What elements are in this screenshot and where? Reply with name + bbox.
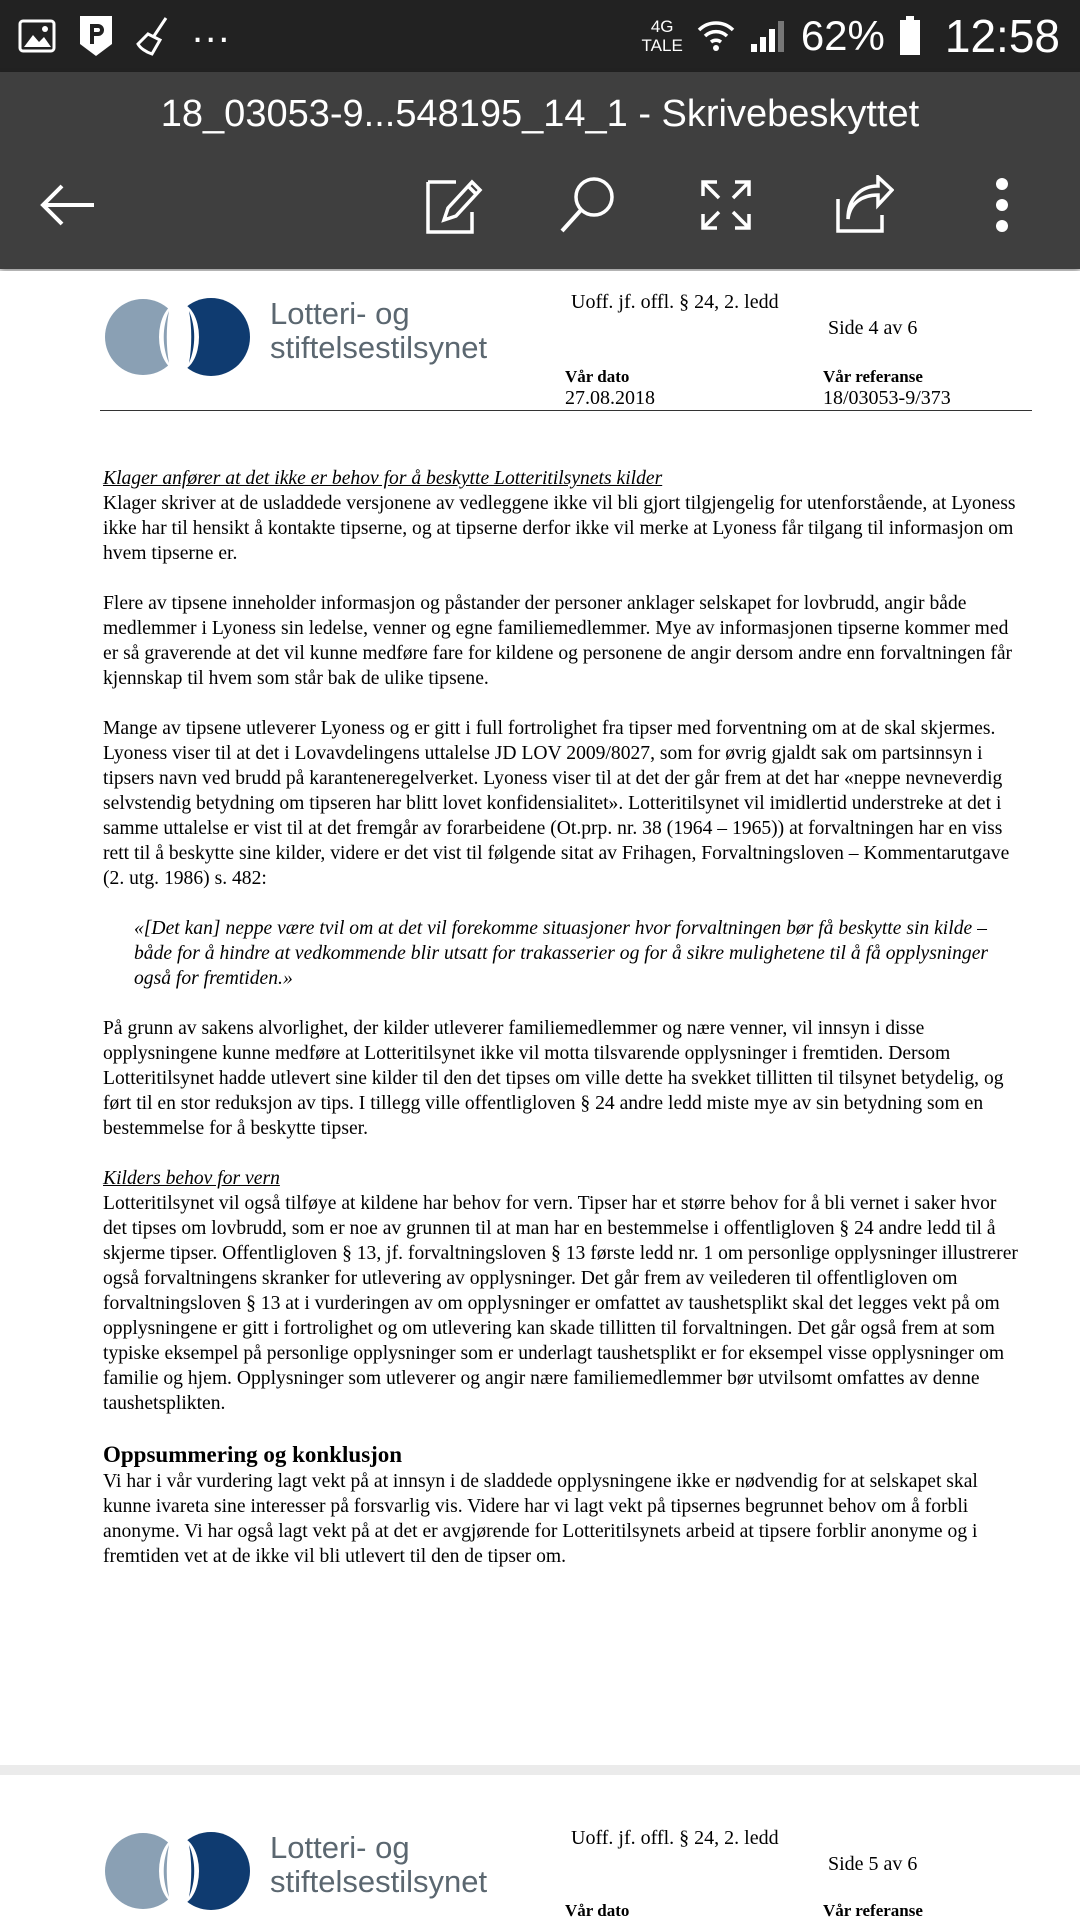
back-button[interactable]: [28, 165, 108, 245]
document-body: [103, 466, 1023, 1594]
logo-text: [270, 1831, 487, 1899]
reference-label: Vår referanse: [823, 1901, 923, 1920]
date-label: Vår dato: [565, 1901, 630, 1920]
logo-line-1: Lotteri- og: [270, 296, 410, 331]
fullscreen-icon: [699, 178, 753, 232]
lotteritilsynet-logo: [104, 1827, 544, 1913]
clock: 12:58: [944, 10, 1060, 62]
paragraph: Flere av tipsene inneholder informasjon og påstander der personer anklager selskapet for lovbrudd, angir både medlemmer i Lyoness sin ledelse, venner og egne familiemedlemmer. Mye av informasjonen tipserne kommer med er så graverende at det vil kunne medføre fare for kildene og personene de angir dersom andre enn forvaltningen får kjennskap til hvem som står bak de ulike tipsene.: [103, 593, 1013, 689]
page-number: Side 5 av 6: [828, 1853, 918, 1875]
parking-app-icon: [76, 14, 116, 58]
logo-mark: [104, 1831, 254, 1911]
share-button[interactable]: [824, 165, 904, 245]
more-options-button[interactable]: [962, 165, 1042, 245]
conclusion-heading: Oppsummering og konklusjon: [103, 1442, 403, 1467]
system-indicators: [642, 10, 1060, 62]
reference-label: Vår referanse: [823, 367, 923, 386]
paragraph: Lotteritilsynet vil også tilføye at kildene har behov for vern. Tipser har et større behov for å bli vernet i saker hvor det tipses om lovbrudd, som er noe av grunnen til at man har en bestemmelse i offentligloven § 24 andre ledd til å skjerme tipser. Offentligloven § 13, jf. forvaltningsloven § 13 første ledd nr. 1 om personlige opplysninger illustrerer også forvaltningens skranker for utlevering av opplysninger. Det går frem av veilederen til offentligloven om forvaltningsloven § 13 at i vurderingen av om opplysninger er omfattet av taushetsplikt skal det legges vekt på om opplysningene er gitt i fortrolighet og om utlevering kan skade tillitten til forvaltningen. Det går også frem at som typiske eksempel på personlige opplysninger som er underlagt taushetsplikt er for eksempel visse opplysninger om familie og hjem. Opplysninger som utleverer og angir nære familiemedlemmer bør utvilsomt omfattes av denne taushetsplikten.: [103, 1193, 1018, 1414]
document-title: 18_03053-9...548195_14_1 - Skrivebeskyttet: [160, 93, 920, 135]
classification-note: Uoff. jf. offl. § 24, 2. ledd: [571, 1827, 779, 1849]
logo-line-2: stiftelsestilsynet: [270, 330, 488, 365]
fullscreen-button[interactable]: [686, 165, 766, 245]
date-value: 27.08.2018: [565, 387, 655, 409]
app-bar: [0, 72, 1080, 269]
paragraph: Vi har i vår vurdering lagt vekt på at innsyn i de sladdede opplysningene ikke er nødvendig for at selskapet skal kunne ivareta sine interesser på forsvarlig vis. Videre har vi lagt vekt på tipsernes begrunnet behov om å forbli anonyme. Vi har også lagt vekt på at det er avgjørende for Lotteritilsynets arbeid at tipsere forblir anonyme og i fremtiden vet at de ikke vil bli utlevert til den de tipser om.: [103, 1471, 978, 1567]
search-button[interactable]: [548, 165, 628, 245]
battery-percent: 62%: [800, 12, 885, 59]
section-heading: Klager anfører at det ikke er behov for å beskytte Lotteritilsynets kilder: [103, 468, 663, 489]
edit-icon: [424, 174, 484, 236]
page-number: Side 4 av 6: [828, 317, 918, 339]
network-indicator: [642, 17, 683, 55]
reference-value: 18/03053-9/373: [823, 387, 951, 409]
edit-button[interactable]: [414, 165, 494, 245]
block-quote: «[Det kan] neppe være tvil om at det vil forekomme situasjoner hvor forvaltningen bør få beskytte sin kilde – både for å hindre at vedkommende blir utsatt for trakasserier og for å sikre mulighetene til å få opplysninger også for fremtiden.»: [134, 918, 989, 989]
more-vert-icon: [992, 177, 1012, 233]
share-icon: [834, 175, 894, 235]
signal-icon: [749, 18, 787, 54]
logo-mark: [104, 297, 254, 377]
paragraph: På grunn av sakens alvorlighet, der kilder utleverer familiemedlemmer og nære venner, vil innsyn i disse opplysningene kunne medføre at Lotteritilsynet ikke vil motta tilsvarende opplysninger i fremtiden. Dersom Lotteritilsynet hadde utlevert sine kilder til den det tipses om ville dette ha svekket tillitten til tilsynet betydelig, og ført til en stor reduksjon av tips. I tillegg ville offentligloven § 24 andre ledd miste mye av sin betydning som en bestemmelse for å beskytte tipser.: [103, 1018, 1004, 1139]
lotteritilsynet-logo: [104, 293, 544, 379]
paragraph: Klager skriver at de usladdede versjonene av vedleggene ikke vil bli gjort tilgjengelig for utenforstående, at Lyoness ikke har til hensikt å kontakte tipserne, og at tipserne derfor ikke vil merke at Lyoness får tilgang til informasjon om hvem tipserne er.: [103, 493, 1016, 564]
paragraph: Mange av tipsene utleverer Lyoness og er gitt i full fortrolighet fra tipser med forventning om at de skal skjermes. Lyoness viser til at det i Lovavdelingens uttalelse JD LOV 2009/8027, som for øvrig gjaldt sak om partsinnsyn i tipsers navn ved brudd på karanteneregelverket. Lyoness viser til at det der går frem at det har «neppe nevneverdig selvstendig betydning om tipseren har blitt lovet konfidensialitet». Lotteritilsynet vil imidlertid understreke at det i samme uttalelse er vist til at det fremgår av forarbeidene (Ot.prp. nr. 38 (1964 – 1965)) at forvaltningen har en viss rett til å beskytte sine kilder, videre er det vist til følgende sitat av Frihagen, Forvaltningsloven – Kommentarutgave (2. utg. 1986) s. 482:: [103, 718, 1010, 889]
date-label: Vår dato: [565, 367, 630, 386]
pdf-page-4[interactable]: [0, 271, 1080, 1765]
pdf-page-5[interactable]: [0, 1775, 1080, 1920]
notification-icons: [18, 7, 232, 58]
header-divider: [100, 410, 1032, 411]
logo-line-1: Lotteri- og: [270, 1830, 410, 1865]
network-sub: TALE: [641, 36, 683, 55]
back-arrow-icon: [38, 180, 98, 230]
gallery-icon: [18, 19, 56, 53]
logo-line-2: stiftelsestilsynet: [270, 1864, 488, 1899]
classification-note: Uoff. jf. offl. § 24, 2. ledd: [571, 291, 779, 313]
wifi-icon: [697, 18, 735, 54]
status-bar: [0, 0, 1080, 72]
battery-icon: [899, 16, 921, 56]
search-icon: [558, 175, 618, 235]
broom-icon: [136, 16, 172, 56]
section-heading: Kilders behov for vern: [103, 1168, 280, 1189]
notification-overflow: ...: [192, 7, 232, 51]
logo-text: [270, 297, 487, 365]
network-type: 4G: [650, 17, 674, 36]
